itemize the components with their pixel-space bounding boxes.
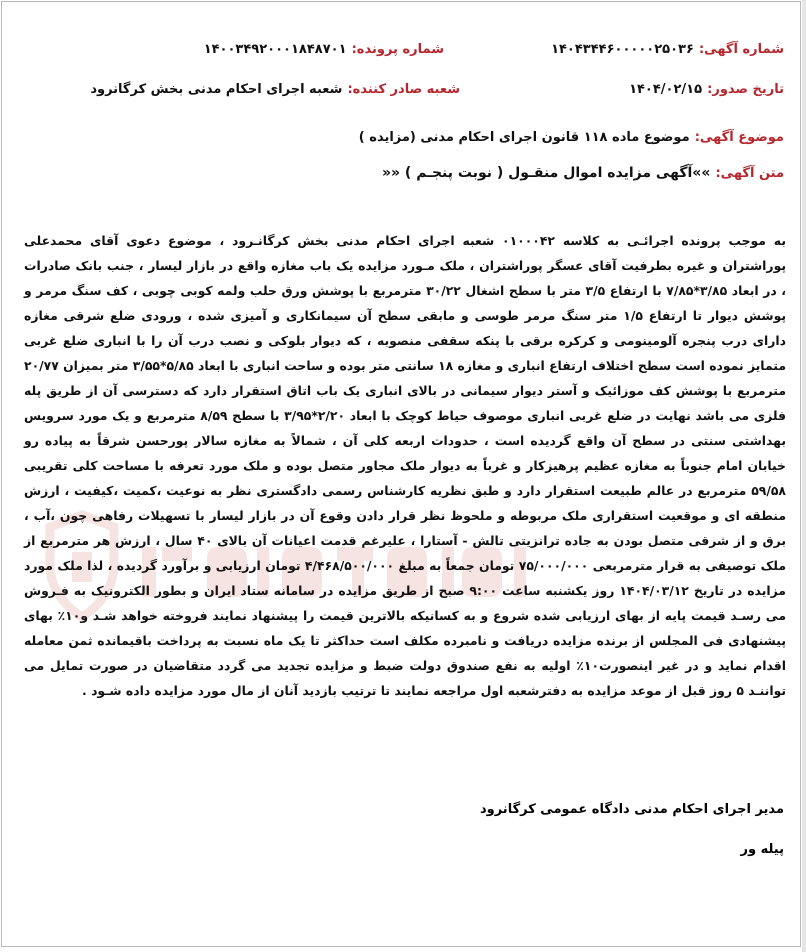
signature-title: مدیر اجرای احکام مدنی دادگاه عمومی کرگانرود (479, 802, 784, 817)
case-number-value: ۱۴۰۰۳۴۹۲۰۰۰۱۸۴۸۷۰۱ (203, 42, 347, 57)
issuer-label: شعبه صادر کننده: (347, 82, 460, 97)
notice-text-title-row (382, 162, 784, 181)
notice-text-title: »»آگهی مزایده اموال منقـول ( نوبت پنجـم ) «« (381, 165, 711, 181)
notice-text-label: متن آگهی: (715, 166, 784, 181)
issuer-row (90, 78, 460, 97)
notice-number-value: ۱۴۰۴۳۴۴۶۰۰۰۰۰۲۵۰۳۶ (551, 42, 694, 57)
issuer-value: شعبه اجرای احکام مدنی بخش کرگانرود (90, 82, 343, 97)
notice-body-paragraph: به موجب پرونده اجرائـی به کلاسه ۰۱۰۰۰۴۲ شعبه اجرای احکام مدنی بخش کرگانـرود ، موضوع دعوی آقای محمدعلی پوراشتران و غیره بطرفیت آقای عسگر پوراشتران ، ملک مـورد مزایده یک باب مغازه واقع در بازار لیسار ، جنب بانک صادرات ، در ابعاد ۳/۸۵*۷/۸۵ با ارتفاع ۳/۵ متر با سطح اشغال ۳۰/۲۲ مترمربع با پوشش ورق حلب ولمه کوبی چوبی ، کف سنگ مرمر و پوشش دیوار تا ارتفاع ۱/۵ متر سنگ مرمر طوسی و مابقی سطح آن سیمانکاری و آمیزی شده ، ورودی ضلع شرقی مغازه دارای درب پنجره آلومینومی و کرکره برقی با پنکه سقفی منصوبه ، که دیوار بلوکی و نصب درب آن را با انباری ضلع غربی متمایز نموده است سطح اختلاف ارتفاع انباری و مغازه ۱۸ سانتی متر بوده و ساحت انباری با ابعاد ۵/۸۵*۳/۵۵ متر بمیزان ۲۰/۷۷ مترمربع با پوشش کف موزائیک و آستر دیوار سیمانی در بالای انباری یک باب اتاق استقرار دارد که دسترسی آن از طریق پله فلزی می باشد نهایت در ضلع غربی انباری موصوف حیاط کوچک با ابعاد ۲/۲۰*۳/۹۵ با سطح ۸/۵۹ مترمربع و یک مورد سرویس بهداشتی سنتی در سطح آن واقع گردیده است ، حدودات اربعه کلی آن ، شمالاً به مغازه سالار پورحسن شرقاً به پیاده رو خیابان امام جنوباً به مغازه عظیم پرهیزکار و غرباً به دیوار ملک مجاور متصل بوده و ملک مورد تعرفه با مساحت کلی تقریبی ۵۹/۵۸ مترمربع در عالم طبیعت استقرار دارد و طبق نظریه کارشناس رسمی دادگستری نظر به نوعیت ،کمیت ،کیفیت ، ارزش منطقه ای و موقعیت استقراری ملک مربوطه و ملحوظ نظر قرار دادن وقوع آن در بازار لیسار با تسهیلات رفاهی چون ،آب ، برق و از شرقی متصل بودن به جاده ترانزیتی تالش - آستارا ، علیرغم قدمت اعیانات آن بالای ۴۰ سال ، ارزش هر مترمربع از ملک توصیفی به قرار مترمربعی ۷۵/۰۰۰/۰۰۰ تومان جمعاً به مبلغ ۴/۴۶۸/۵۰۰/۰۰۰ تومان ارزیابی و برآورد گردیده ، لذا ملک مورد مزایده در تاریخ ۱۴۰۴/۰۳/۱۲ روز یکشنبه ساعت ۹:۰۰ صبح از طریق مزایده در سامانه ستاد ایران و بطور الکترونیک به فـروش می رسـد قیمت پایه از بهای ارزیابی شده شروع و به کسانیکه بالاترین قیمت را پیشنهاد نمایند فروخته خواهد شـد و۱۰٪ بهای پیشنهادی فی المجلس از برنده مزایده دریافت و نامبرده مکلف است حداکثر تا یک ماه نسبت به پرداخت باقیمانده ثمن معامله اقدام نماید و در غیر اینصورت۱۰٪ اولیه به نفع صندوق دولت ضبط و مزایده تجدید می گردد متقاضیان در صورت تمایل می تواننـد ۵ روز قبل از موعد مزایده به دفترشعبه اول مراجعه نمایند تا ترتیب بازدید آنان از مال مورد مزایده داده شـود . (24, 233, 787, 698)
issue-date-label: تاریخ صدور: (707, 82, 784, 97)
issue-date-value: ۱۴۰۴/۰۲/۱۵ (629, 82, 703, 97)
scrollbar[interactable] (802, 0, 806, 952)
notice-document (1, 1, 801, 947)
signature-name: پیله ور (740, 842, 784, 857)
subject-row (359, 126, 784, 145)
notice-number-row (551, 38, 784, 57)
subject-value: موضوع ماده ۱۱۸ قانون اجرای احکام مدنی (مزایده ) (358, 130, 690, 145)
case-number-label: شماره پرونده: (351, 42, 444, 57)
case-number-row (204, 38, 444, 57)
subject-label: موضوع آگهی: (694, 130, 784, 145)
issue-date-row (629, 78, 784, 97)
notice-number-label: شماره آگهی: (698, 42, 784, 57)
